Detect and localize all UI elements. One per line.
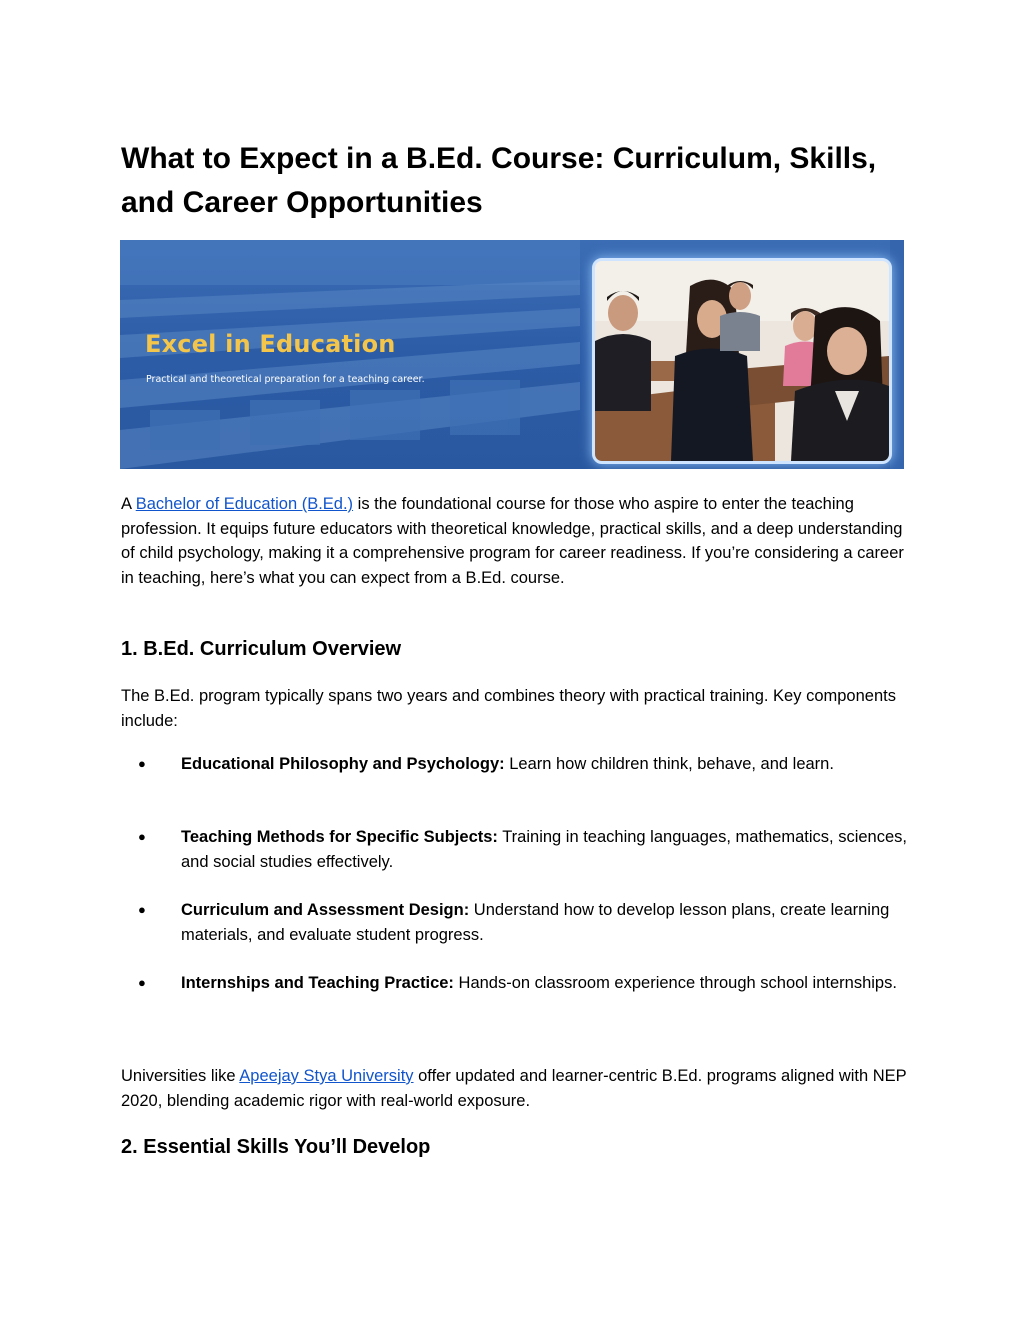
apeejay-stya-university-link[interactable]: Apeejay Stya University — [239, 1067, 414, 1085]
banner-subheading: Practical and theoretical preparation for a teaching career. — [146, 374, 425, 385]
list-item-text: Learn how children think, behave, and learn. — [504, 755, 834, 773]
list-item-label: Teaching Methods for Specific Subjects: — [181, 828, 498, 846]
students-photo — [592, 258, 892, 464]
list-item-label: Internships and Teaching Practice: — [181, 974, 454, 992]
universities-text: offer updated and learner-centric B.Ed. programs aligned with NEP 2020, blending academic rigor with real-world exposure. — [121, 1067, 907, 1110]
list-item — [181, 898, 911, 947]
banner-heading: Excel in Education — [145, 330, 396, 358]
list-item-text: Training in teaching languages, mathematics, sciences, and social studies effectively. — [181, 828, 907, 871]
bullet-icon: ● — [138, 756, 146, 771]
section-1-heading: 1. B.Ed. Curriculum Overview — [121, 638, 402, 660]
universities-prefix: Universities like — [121, 1067, 240, 1085]
list-item-label: Curriculum and Assessment Design: — [181, 901, 470, 919]
students-classroom-illustration — [595, 261, 889, 461]
bullet-icon: ● — [138, 829, 146, 844]
hero-banner — [120, 240, 904, 469]
list-item-text: Understand how to develop lesson plans, create learning materials, and evaluate student progress. — [181, 901, 890, 944]
intro-paragraph — [121, 492, 911, 590]
section-2-heading: 2. Essential Skills You’ll Develop — [121, 1136, 431, 1158]
intro-prefix: A — [121, 495, 136, 513]
list-item — [181, 825, 911, 874]
list-item — [181, 971, 911, 996]
bachelor-of-education-link[interactable]: Bachelor of Education (B.Ed.) — [135, 495, 354, 513]
page-title: What to Expect in a B.Ed. Course: Curriculum, Skills, and Career Opportunities — [121, 142, 877, 219]
list-item-text: Hands-on classroom experience through school internships. — [453, 974, 897, 992]
list-item — [181, 752, 911, 777]
list-item-label: Educational Philosophy and Psychology: — [181, 755, 505, 773]
intro-text: is the foundational course for those who aspire to enter the teaching profession. It equips future educators with theoretical knowledge, practical skills, and a deep understanding of child psychology, making it a comprehensive program for career readiness. If you’re considering a career in teaching, here’s what you can expect from a B.Ed. course. — [121, 495, 904, 587]
bullet-icon: ● — [138, 902, 146, 917]
bullet-icon: ● — [138, 975, 146, 990]
section-1-lead: The B.Ed. program typically spans two years and combines theory with practical training. Key components include: — [121, 687, 896, 730]
universities-paragraph — [121, 1064, 911, 1113]
